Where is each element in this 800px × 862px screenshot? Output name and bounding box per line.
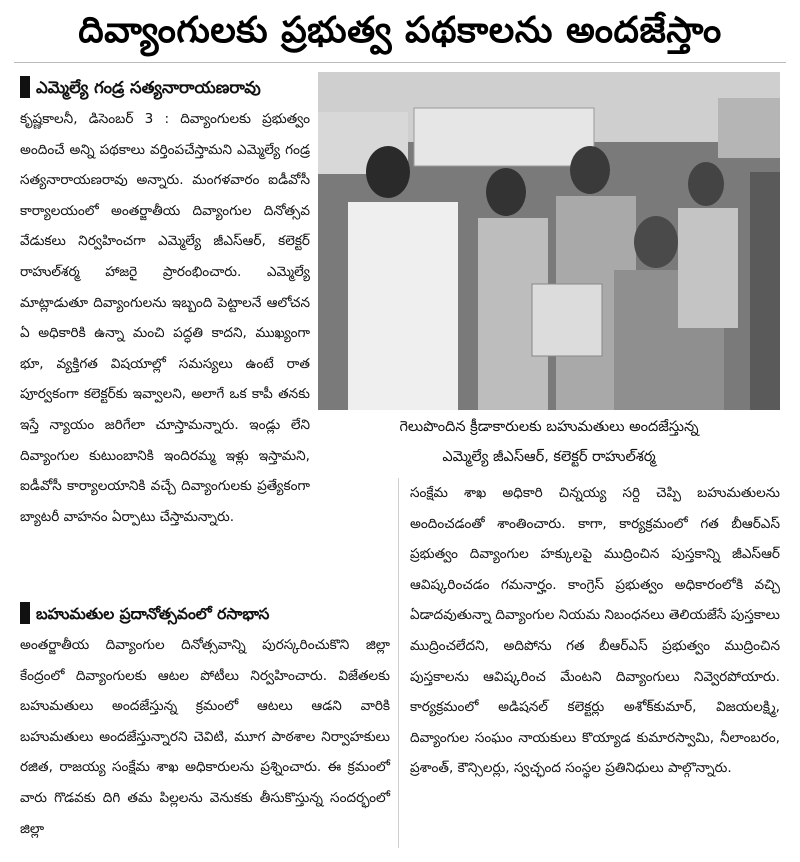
section-column: [20, 630, 390, 844]
section-heading-text: బహుమతుల ప్రదానోత్సవంలో రసాభాస: [36, 605, 270, 623]
intro-column: [20, 104, 310, 532]
column-divider: [398, 478, 399, 848]
news-photo: [318, 72, 780, 410]
photo-caption-line1: గెలుపొందిన క్రీడాకారులకు బహుమతులు అందజేస్తున్న: [399, 419, 699, 435]
headline-rule: [14, 62, 786, 63]
section-heading: [20, 598, 390, 630]
headline: దివ్యాంగులకు ప్రభుత్వ పథకాలను అందజేస్తాం: [78, 10, 722, 51]
subheadline-marker: [20, 76, 30, 98]
photo-caption: [318, 412, 780, 472]
photo-illustration: [318, 72, 780, 410]
section-heading-marker: [20, 602, 30, 624]
right-column: [410, 478, 780, 784]
photo-caption-line2: ఎమ్మెల్యే జీఎస్‌ఆర్, కలెక్టర్ రాహుల్‌శర్మ: [442, 449, 656, 465]
subheadline-text: ఎమ్మెల్యే గండ్ర సత్యనారాయణరావు: [36, 78, 261, 97]
subheadline: [20, 72, 310, 104]
section-paragraph: అంతర్జాతీయ దివ్యాంగుల దినోత్సవాన్ని పురస్కరించుకొని జిల్లా కేంద్రంలో దివ్యాంగులకు ఆటల పోటీలు నిర్వహించారు. విజేతలకు బహుమతులు అందజేస్తున్న క్రమంలో ఆటలు ఆడని వారికి బహుమతులు అందజేస్తున్నారని చెవిటి, మూగ పాఠశాల నిర్వాహకులు రజిత, రాజయ్య సంక్షేమ శాఖ అధికారులను ప్రశ్నించారు. ఈ క్రమంలో వారు గొడవకు దిగి తమ పిల్లలను వెనుకకు తీసుకొస్తున్న సందర్భంలో జిల్లా: [20, 637, 390, 837]
right-paragraph: సంక్షేమ శాఖ అధికారి చిన్నయ్య సర్ది చెప్పి బహుమతులను అందించడంతో శాంతించారు. కాగా, కార్యక్రమంలో గత బీఆర్‌ఎస్ ప్రభుత్వం దివ్యాంగుల హక్కులపై ముద్రించిన పుస్తకాన్ని జీఎస్‌ఆర్ ఆవిష్కరించడం గమనార్హం. కాంగ్రెస్ ప్రభుత్వం అధికారంలోకి వచ్చి ఏడాదవుతున్నా దివ్యాంగుల నియమ నిబంధనలు తెలియజేసే పుస్తకాలు ముద్రించలేదని, అదిపోను గత బీఆర్‌ఎస్ ప్రభుత్వం ముద్రించిన పుస్తకాలను ఆవిష్కరించ మేంటని దివ్యాంగులు నివ్వెరపోయారు. కార్యక్రమంలో అడిషనల్ కలెక్టర్లు అశోక్‌కుమార్, విజయలక్ష్మి, దివ్యాంగుల సంఘం నాయకులు కొయ్యాడ కుమారస్వామి, నీలాంబరం, ప్రశాంత్, కౌన్సిలర్లు, స్వచ్ఛంద సంస్థల ప్రతినిధులు పాల్గొన్నారు.: [410, 485, 780, 777]
intro-paragraph: కృష్ణకాలనీ, డిసెంబర్ 3 : దివ్యాంగులకు ప్రభుత్వం అందించే అన్ని పథకాలు వర్తింపచేస్తామని ఎమ్మెల్యే గండ్ర సత్యనారాయణరావు అన్నారు. మంగళవారం ఐడీవోసీ కార్యాలయంలో అంతర్జాతీయ దివ్యాంగుల దినోత్సవ వేడుకలు నిర్వహించగా ఎమ్మెల్యే జీఎస్‌ఆర్, కలెక్టర్ రాహుల్‌శర్మ హాజరై ప్రారంభించారు. ఎమ్మెల్యే మాట్లాడుతూ దివ్యాంగులను ఇబ్బంది పెట్టాలనే ఆలోచన ఏ అధికారికి ఉన్నా మంచి పద్ధతి కాదని, ముఖ్యంగా భూ, వ్యక్తిగత విషయాల్లో సమస్యలు ఉంటే రాత పూర్వకంగా కలెక్టర్‌కు ఇవ్వాలని, అలాగే ఒక కాపీ తనకు ఇస్తే న్యాయం జరిగేలా చూస్తామన్నారు. ఇండ్లు లేని దివ్యాంగుల కుటుంబానికి ఇందిరమ్మ ఇళ్లు ఇస్తామని, ఐడీవోసీ కార్యాలయానికి వచ్చే దివ్యాంగులకు ప్రత్యేకంగా బ్యాటరీ వాహనం ఏర్పాటు చేస్తామన్నారు.: [20, 111, 310, 525]
